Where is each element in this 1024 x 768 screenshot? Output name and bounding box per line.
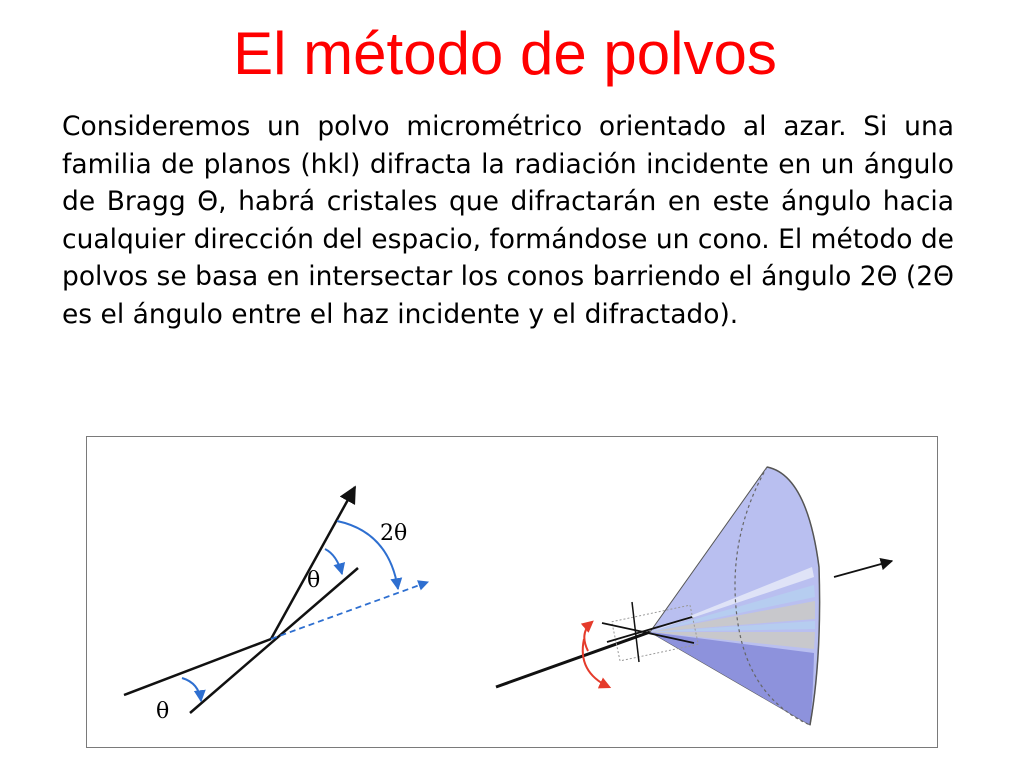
bragg-geometry-diagram: [124, 487, 428, 724]
incident-beam: [124, 639, 271, 695]
slide-title: El método de polvos: [233, 20, 777, 87]
diffraction-figure-svg: [87, 437, 939, 749]
diffraction-figure: [86, 436, 938, 748]
label-theta-upper: θ: [307, 568, 321, 593]
theta-arc-upper: [325, 549, 342, 574]
diffracted-beam-arrow: [271, 487, 355, 639]
cone-transmitted-arrow: [834, 561, 892, 577]
diffraction-cone-diagram: [496, 467, 892, 725]
label-two-theta: 2θ: [380, 521, 408, 546]
rotation-arrow-top: [584, 622, 592, 651]
slide-body-text: Consideremos un polvo micrométrico orientado al azar. Si una familia de planos (hkl) difracta la radiación incidente en un ángulo de Bragg Θ, habrá cristales que difractarán en este ángulo hacia cualquier dirección del espacio, formándose un cono. El método de polvos se basa en intersectar los conos barriendo el ángulo 2Θ (2Θ es el ángulo entre el haz incidente y el difractado).: [62, 111, 954, 330]
crystal-plane-line: [190, 568, 358, 713]
transmitted-beam-dashed: [271, 582, 428, 639]
theta-arc-lower: [182, 678, 201, 701]
label-theta-lower: θ: [156, 699, 170, 724]
